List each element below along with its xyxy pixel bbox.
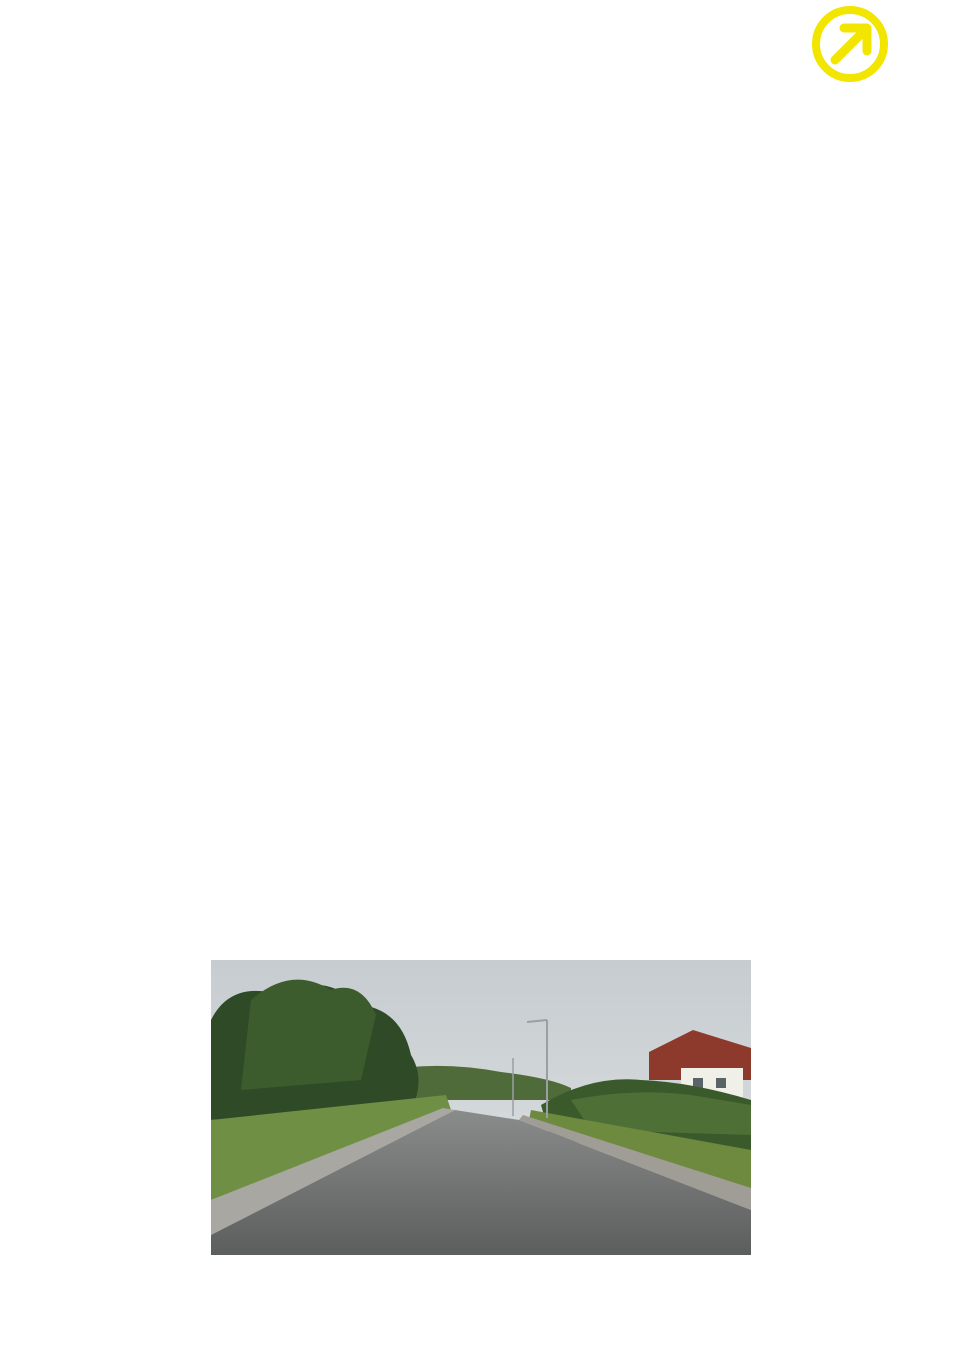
- bullet-dot-icon: [86, 390, 98, 402]
- problem-item: [86, 750, 846, 775]
- problem-item: [86, 677, 846, 702]
- problem-item: [86, 775, 846, 800]
- bullet-dot-icon: [86, 561, 98, 573]
- bullet-dot-icon: [86, 806, 98, 818]
- problem-item: [86, 628, 846, 653]
- problem-item: [86, 652, 846, 677]
- bullet-dot-icon: [86, 782, 98, 794]
- problem-item: [86, 824, 846, 849]
- problem-item: [86, 603, 846, 628]
- bottom-dot-border: [0, 1351, 960, 1371]
- bullet-dot-icon: [86, 414, 98, 426]
- bullet-dot-icon: [86, 733, 98, 745]
- problem-item: [86, 530, 846, 555]
- bullet-dot-icon: [86, 757, 98, 769]
- problem-item: [86, 873, 846, 898]
- section-heading: [70, 108, 132, 137]
- problem-item: [86, 481, 846, 506]
- problem-item: [86, 897, 846, 922]
- bullet-dot-icon: [86, 635, 98, 647]
- problem-item: [86, 456, 846, 481]
- bullet-dot-icon: [86, 365, 98, 377]
- bullet-dot-icon: [86, 439, 98, 451]
- bullet-dot-icon: [86, 904, 98, 916]
- problem-item: [86, 358, 846, 383]
- problem-item: [86, 505, 846, 530]
- problem-item: [86, 701, 846, 726]
- problem-item: [86, 554, 846, 579]
- bullet-dot-icon: [86, 855, 98, 867]
- problem-item: [86, 383, 846, 408]
- bullet-dot-icon: [86, 610, 98, 622]
- bullet-dot-icon: [86, 488, 98, 500]
- street-photo: [211, 960, 751, 1255]
- photo-card: [191, 946, 771, 1298]
- problem-item: [86, 726, 846, 751]
- bullet-dot-icon: [86, 659, 98, 671]
- bullet-dot-icon: [86, 708, 98, 720]
- problem-item: [86, 848, 846, 873]
- problem-item: [86, 579, 846, 604]
- bullet-dot-icon: [86, 880, 98, 892]
- bullet-dot-icon: [86, 463, 98, 475]
- bullet-dot-icon: [86, 684, 98, 696]
- bullet-dot-icon: [86, 537, 98, 549]
- problem-item: [86, 799, 846, 824]
- bullet-dot-icon: [86, 586, 98, 598]
- problem-list: [86, 358, 846, 922]
- problem-item: [86, 432, 846, 457]
- problem-item: [86, 407, 846, 432]
- bullet-dot-icon: [86, 831, 98, 843]
- arrow-up-right-in-circle-icon: [810, 4, 890, 84]
- bullet-dot-icon: [86, 512, 98, 524]
